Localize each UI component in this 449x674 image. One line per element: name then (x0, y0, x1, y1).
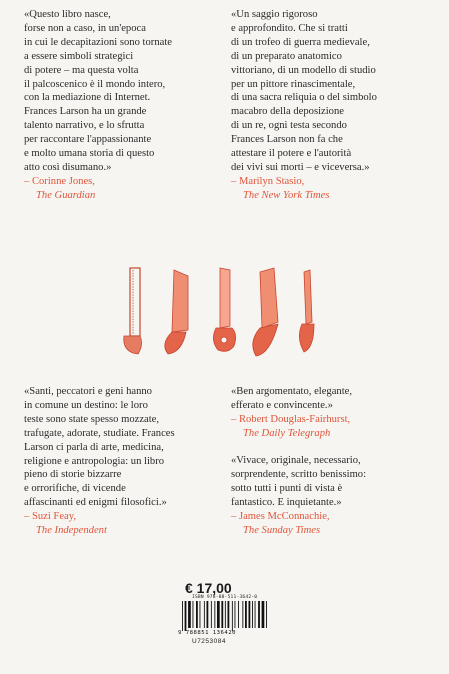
quote-line: sorprendente, scritto benissimo: (231, 468, 367, 480)
review-quote-guardian (24, 8, 172, 203)
quote-source: The Sunday Times (243, 524, 321, 536)
quote-line: talento narrativo, e lo sfrutta (24, 120, 145, 132)
quote-line: «Ben argomentato, elegante, (231, 386, 353, 397)
quote-author: – Robert Douglas-Fairhurst, (231, 413, 351, 425)
quote-line: di una sacra reliquia o del simbolo (231, 92, 377, 104)
quote-line: dei vivi sui morti – e viceversa.» (231, 161, 370, 173)
quote-line: in cui le decapitazioni sono tornate (24, 36, 172, 48)
quote-line: vittoriano, di un modello di studio (231, 64, 376, 76)
narrow-saw-icon (299, 270, 314, 352)
quote-line: «Questo libro nasce, (24, 9, 111, 20)
quote-line: e orrorifiche, di vicende (24, 483, 126, 495)
quote-line: e molto umana storia di questo (24, 148, 155, 160)
quote-line: «Vivace, originale, necessario, (231, 455, 361, 466)
quote-author: – Corinne Jones, (24, 175, 95, 187)
quote-line: sotto tutti i punti di vista è (231, 482, 343, 494)
review-quote-nyt (231, 8, 377, 203)
quote-author: – Marilyn Stasio, (231, 175, 305, 187)
quote-line: di un trofeo di guerra medievale, (231, 36, 370, 48)
isbn-barcode-block (178, 595, 270, 645)
review-quote-telegraph (231, 385, 352, 441)
quote-line: religione e antropologia: un libro (24, 455, 165, 467)
quote-line: di un preparato anatomico (231, 50, 342, 62)
quote-line: attestare il potere e l'autorità (231, 148, 352, 160)
curved-saw-icon (213, 268, 235, 351)
product-code: U7253084 (192, 638, 226, 645)
quote-line: a essere simboli strategici (24, 50, 134, 62)
quote-line: Frances Larson non fa che (231, 134, 343, 146)
quote-author: – James McConnachie, (231, 510, 330, 522)
quote-line: di un re, ogni testa secondo (231, 120, 347, 132)
isbn-digits: 9 788851 136420 (178, 630, 237, 636)
broad-saw-icon (165, 270, 188, 354)
frame-saw-icon (124, 268, 142, 354)
quote-source: The Guardian (36, 189, 96, 201)
quote-line: forse non a caso, in un'epoca (24, 22, 146, 34)
review-quote-independent (24, 385, 175, 538)
quote-line: affascinanti ed enigmi filosofici.» (24, 497, 167, 509)
quote-author: – Suzi Feay, (24, 511, 76, 523)
quote-line: macabro della deposizione (231, 106, 344, 118)
price-label: € 17,00 (185, 580, 232, 596)
isbn-label: ISBN 978-88-511-3642-0 (192, 595, 258, 600)
quote-line: il palcoscenico è il mondo intero, (24, 78, 166, 90)
quote-source: The Daily Telegraph (243, 427, 331, 439)
quote-line: pieno di storie bizzarre (24, 469, 122, 481)
quote-line: di potere – ma questa volta (24, 64, 139, 76)
quote-line: atto così disumano.» (24, 161, 112, 173)
quote-line: per un pittore rinascimentale, (231, 78, 356, 90)
toothed-saw-icon (253, 268, 278, 356)
quote-line: e approfondito. Che si tratti (231, 22, 348, 34)
amputation-saws-illustration (120, 262, 328, 362)
quote-line: trafugate, adorate, studiate. Frances (24, 427, 175, 439)
quote-line: con la mediazione di Internet. (24, 92, 151, 104)
quote-line: «Un saggio rigoroso (231, 9, 318, 20)
quote-line: in comune un destino: le loro (24, 399, 148, 411)
quote-source: The New York Times (243, 189, 330, 201)
quote-line: Frances Larson ha un grande (24, 106, 147, 118)
quote-line: Larson ci parla di arte, medicina, (24, 441, 164, 453)
quote-line: fantastico. E inquietante.» (231, 496, 342, 508)
quote-line: teste sono state spesso mozzate, (24, 413, 160, 425)
quote-line: efferato e convincente.» (231, 399, 333, 411)
quote-line: per raccontare l'appassionante (24, 134, 152, 146)
quote-line: «Santi, peccatori e geni hanno (24, 386, 152, 397)
review-quote-sunday-times (231, 454, 366, 537)
quote-source: The Independent (36, 525, 107, 537)
barcode-icon (178, 601, 270, 631)
